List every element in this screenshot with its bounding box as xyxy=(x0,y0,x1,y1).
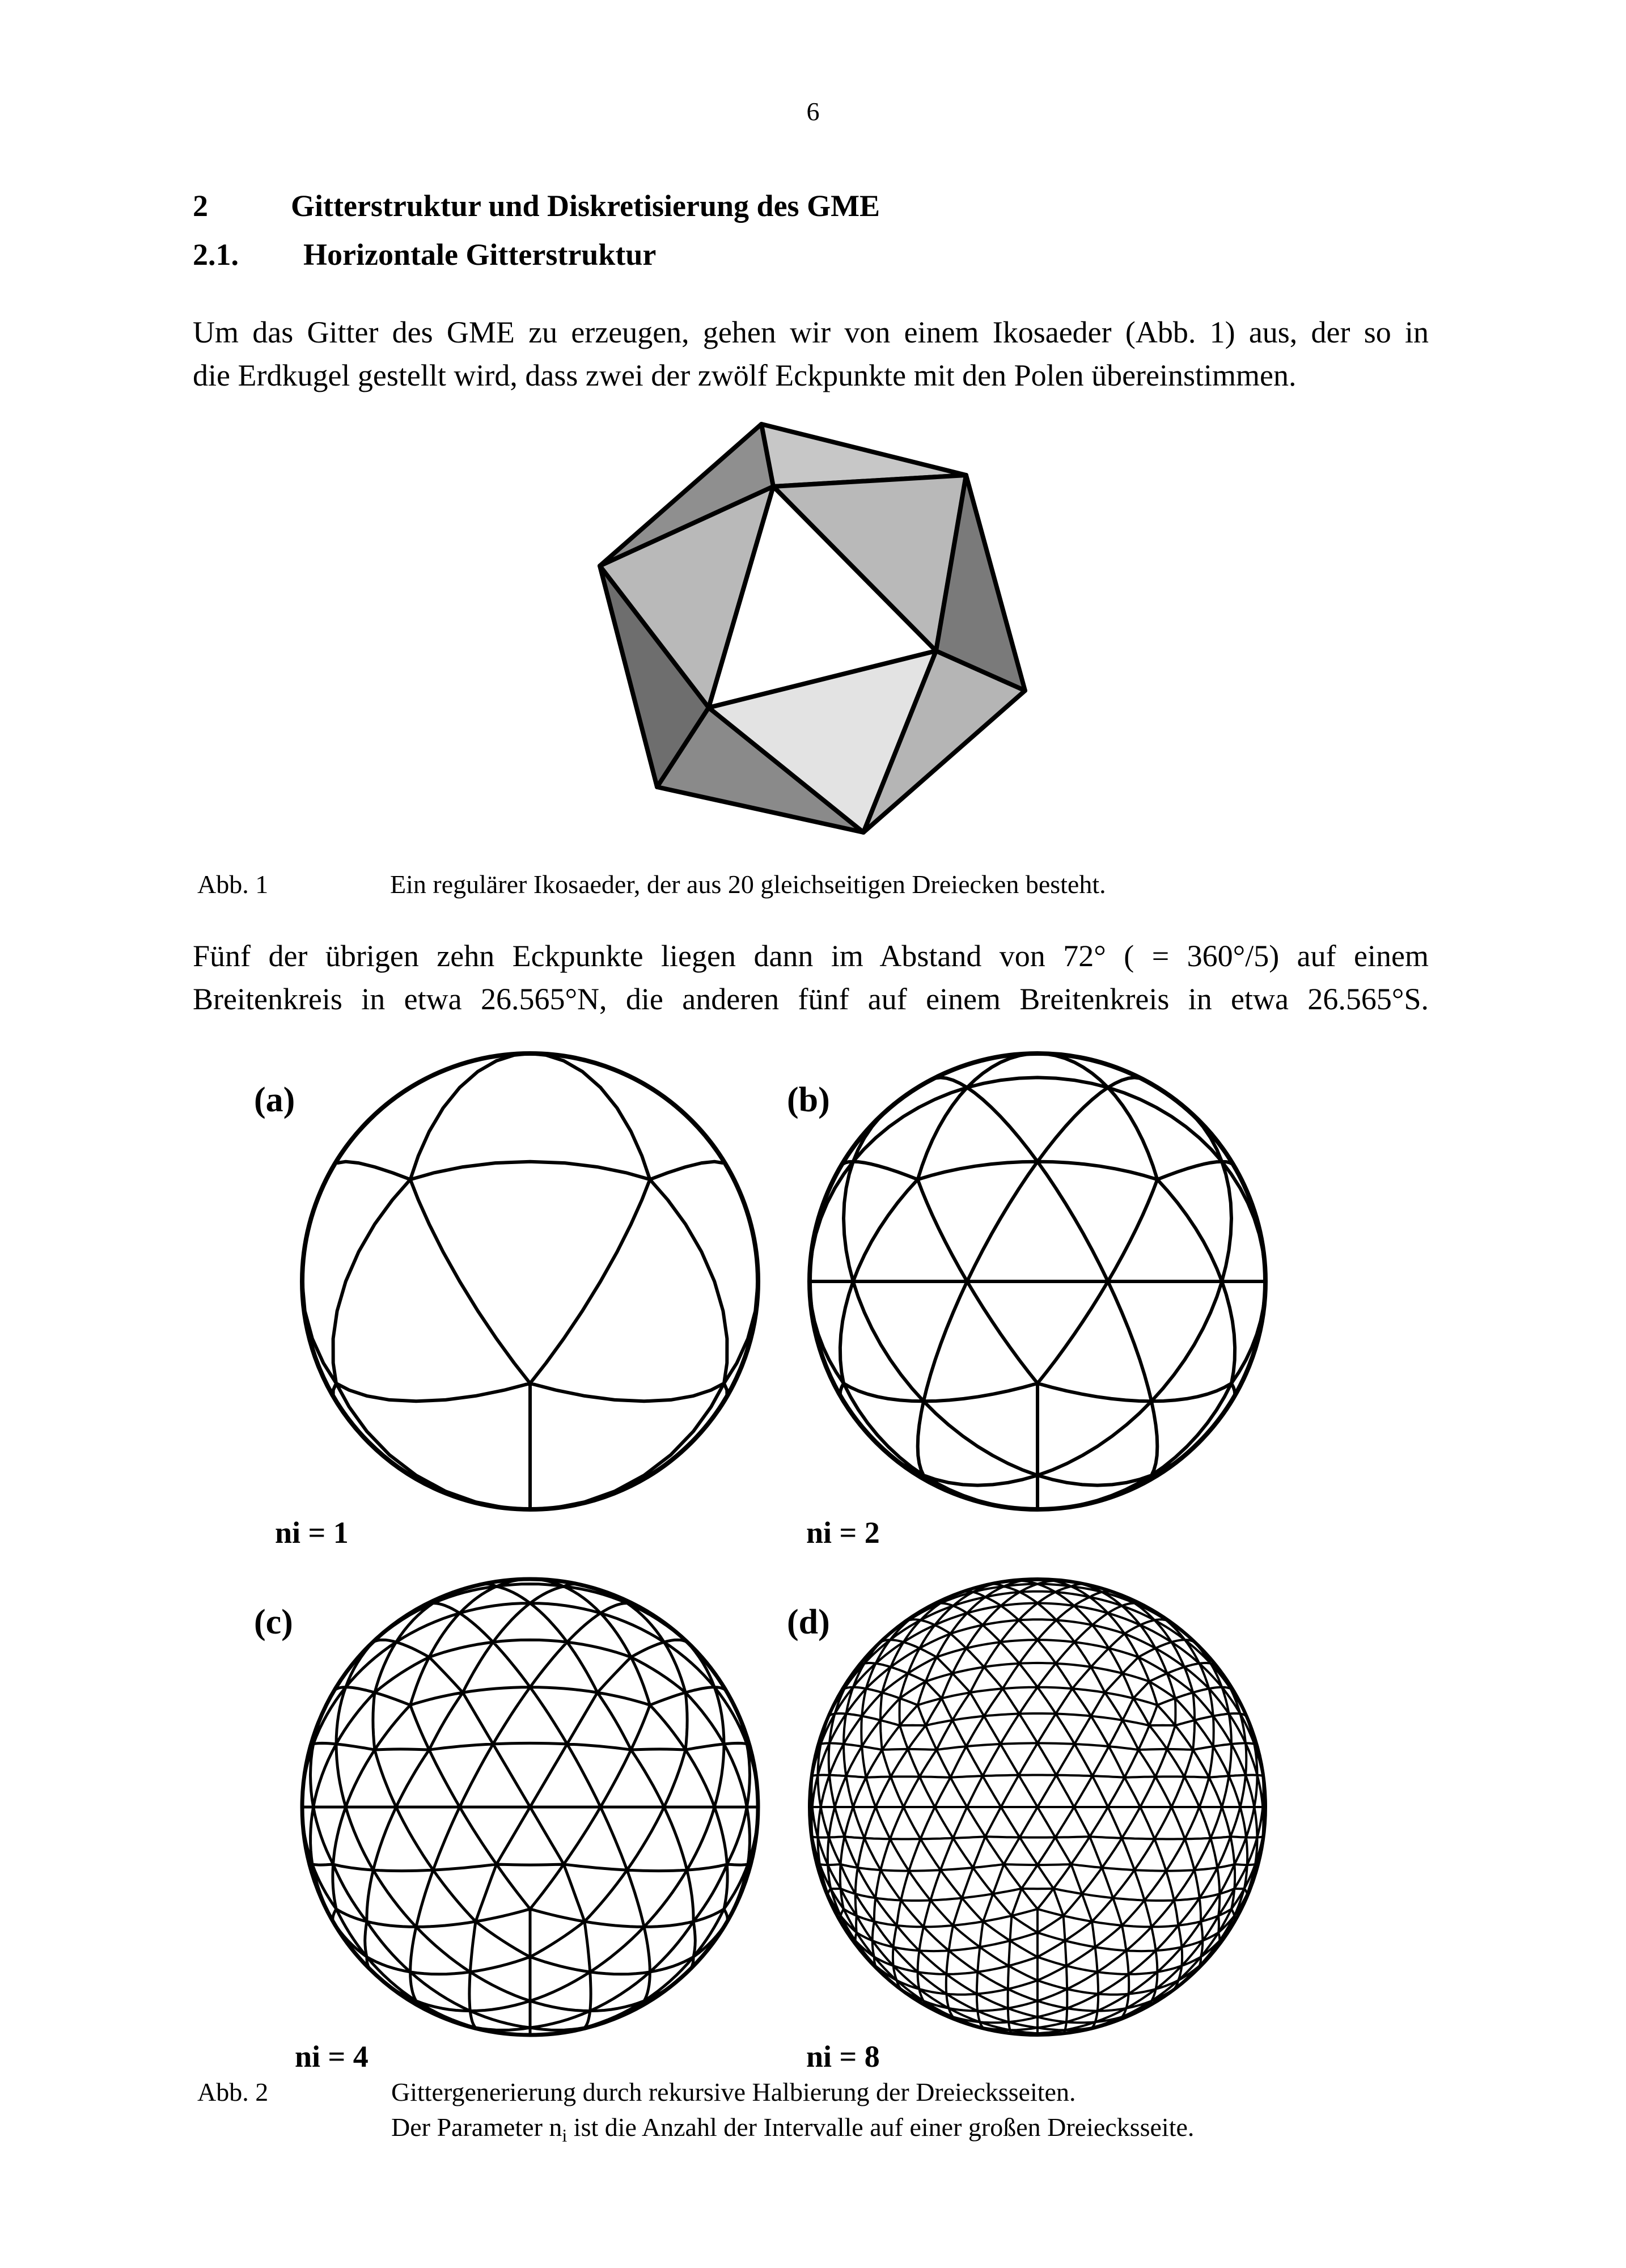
figure2-caption-line-2 xyxy=(391,2110,1194,2152)
panel-d-label: (d) xyxy=(787,1603,830,1641)
sphere-grid-ni-2 xyxy=(808,1052,1267,1511)
vertices-line-2: Breitenkreis in etwa 26.565°N, die anderen fünf auf einem Breitenkreis in etwa 26.565°S. xyxy=(193,982,1429,1016)
panel-c-label: (c) xyxy=(254,1603,293,1641)
caption-subscript: i xyxy=(562,2125,568,2146)
caption-text-a: Der Parameter n xyxy=(391,2113,562,2142)
subsection-number: 2.1. xyxy=(193,238,239,272)
geodesic-grid-lines xyxy=(810,1053,1265,1509)
geodesic-grid-lines xyxy=(810,1579,1265,2035)
sphere-grid-ni-8 xyxy=(808,1577,1267,2037)
panel-c-ni: ni = 4 xyxy=(295,2039,369,2074)
panel-a-ni: ni = 1 xyxy=(275,1516,349,1550)
geodesic-grid-lines xyxy=(302,1579,758,2035)
panel-b-label: (b) xyxy=(787,1081,830,1119)
sphere-grid-ni-1 xyxy=(300,1052,760,1511)
icosahedron-figure xyxy=(0,0,1626,879)
figure2-caption-line-1: Gittergenerierung durch rekursive Halbierung der Dreiecksseiten. xyxy=(391,2077,1076,2106)
intro-line-1: Um das Gitter des GME zu erzeugen, gehen wir von einem Ikosaeder (Abb. 1) aus, der so in xyxy=(193,315,1429,349)
figure2-label: Abb. 2 xyxy=(197,2077,269,2106)
figure1-caption: Ein regulärer Ikosaeder, der aus 20 gleichseitigen Dreiecken besteht. xyxy=(390,870,1106,899)
panel-d-ni: ni = 8 xyxy=(806,2039,880,2074)
geodesic-grid-lines xyxy=(302,1053,758,1509)
sphere-grid-ni-4 xyxy=(300,1577,760,2037)
figure1-label: Abb. 1 xyxy=(197,870,269,899)
vertices-line-1: Fünf der übrigen zehn Eckpunkte liegen dann im Abstand von 72° ( = 360°/5) auf einem xyxy=(193,939,1429,973)
intro-line-2: die Erdkugel gestellt wird, dass zwei der zwölf Eckpunkte mit den Polen übereinstimmen. xyxy=(193,358,1297,392)
panel-b-ni: ni = 2 xyxy=(806,1516,880,1550)
section-number: 2 xyxy=(193,189,208,223)
section-title: Gitterstruktur und Diskretisierung des GME xyxy=(291,189,880,223)
caption-text-b: ist die Anzahl der Intervalle auf einer großen Dreiecksseite. xyxy=(567,2113,1195,2142)
panel-a-label: (a) xyxy=(254,1081,295,1119)
page-number: 6 xyxy=(806,97,820,126)
vertices-paragraph xyxy=(193,934,1429,1021)
subsection-title: Horizontale Gitterstruktur xyxy=(303,238,657,272)
